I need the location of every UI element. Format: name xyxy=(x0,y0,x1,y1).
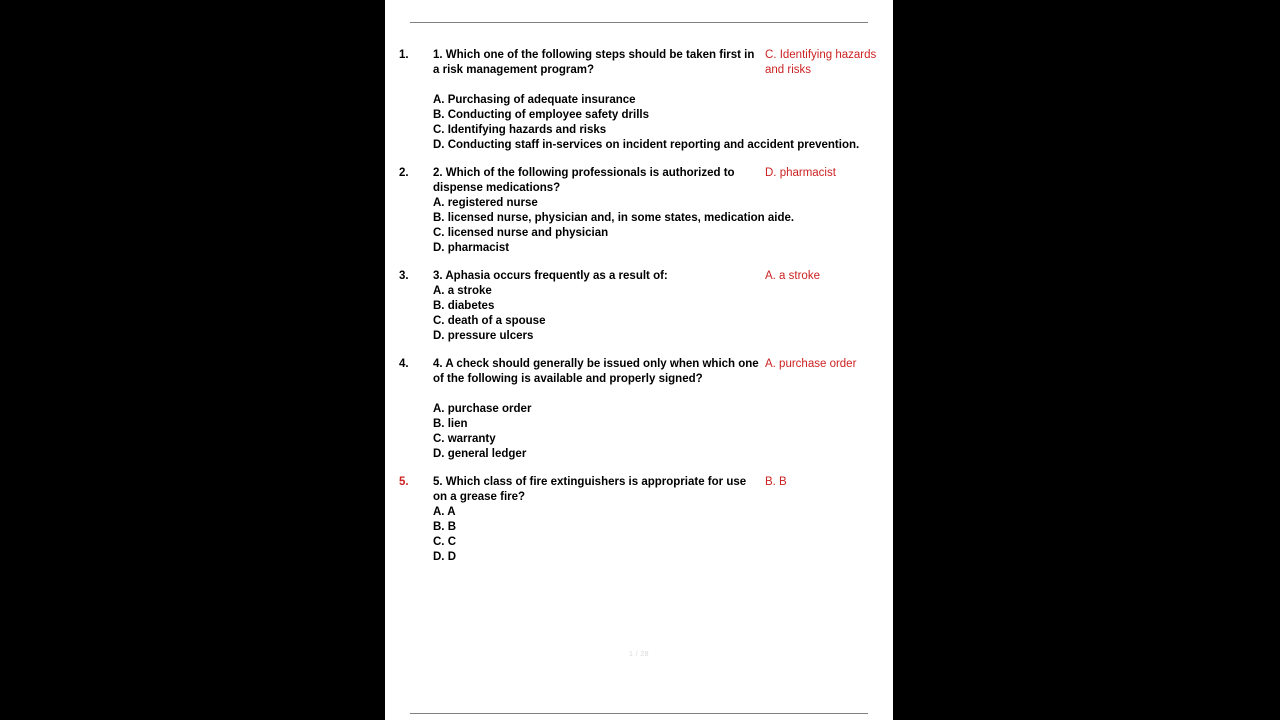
question-number: 4. xyxy=(399,358,409,370)
page-number-footer xyxy=(385,651,893,658)
choice-option[interactable]: B. B xyxy=(433,521,456,533)
stem-choices-spacer xyxy=(433,78,885,93)
question-item xyxy=(385,166,893,256)
answer-key: B. B xyxy=(765,476,787,488)
document-page xyxy=(385,0,893,720)
question-number: 5. xyxy=(399,476,409,488)
header-divider xyxy=(410,22,868,23)
choice-option[interactable]: A. registered nurse xyxy=(433,197,538,209)
choice-option[interactable]: B. lien xyxy=(433,418,468,430)
answer-key: C. Identifying hazards and risks xyxy=(765,49,877,76)
choice-option[interactable]: C. death of a spouse xyxy=(433,315,546,327)
question-number: 3. xyxy=(399,270,409,282)
question-number: 1. xyxy=(399,49,409,61)
choice-option[interactable]: D. general ledger xyxy=(433,448,527,460)
choice-option[interactable]: A. Purchasing of adequate insurance xyxy=(433,94,636,106)
answer-key: A. a stroke xyxy=(765,270,820,282)
question-item xyxy=(385,48,893,153)
choice-list xyxy=(433,93,885,153)
stem-choices-spacer xyxy=(433,387,885,402)
choice-option[interactable]: D. pharmacist xyxy=(433,242,510,254)
choice-list xyxy=(433,196,885,256)
answer-key: D. pharmacist xyxy=(765,167,836,179)
question-stem: 3. Aphasia occurs frequently as a result of: xyxy=(433,270,668,282)
choice-option[interactable]: A. purchase order xyxy=(433,403,532,415)
question-stem: 2. Which of the following professionals is authorized to dispense medications? xyxy=(433,167,738,194)
choice-option[interactable]: D. D xyxy=(433,551,456,563)
question-stem: 4. A check should generally be issued only when which one of the following is available and properly signed? xyxy=(433,358,762,385)
choice-option[interactable]: A. a stroke xyxy=(433,285,492,297)
choice-option[interactable]: B. diabetes xyxy=(433,300,495,312)
choice-option[interactable]: C. warranty xyxy=(433,433,496,445)
footer-divider xyxy=(410,713,868,714)
question-number: 2. xyxy=(399,167,409,179)
question-item xyxy=(385,269,893,344)
answer-key: A. purchase order xyxy=(765,358,857,370)
choice-option[interactable]: C. C xyxy=(433,536,456,548)
page-number-label: 1 / 28 xyxy=(629,651,649,658)
question-item xyxy=(385,475,893,565)
question-item xyxy=(385,357,893,462)
choice-option[interactable]: B. licensed nurse, physician and, in some states, medication aide. xyxy=(433,212,795,224)
choice-option[interactable]: C. Identifying hazards and risks xyxy=(433,124,607,136)
question-stem: 5. Which class of fire extinguishers is appropriate for use on a grease fire? xyxy=(433,476,750,503)
choice-option[interactable]: D. pressure ulcers xyxy=(433,330,534,342)
question-stem: 1. Which one of the following steps should be taken first in a risk management program? xyxy=(433,49,758,76)
choice-option[interactable]: B. Conducting of employee safety drills xyxy=(433,109,649,121)
choice-list xyxy=(433,284,885,344)
choice-option[interactable]: A. A xyxy=(433,506,456,518)
choice-list xyxy=(433,402,885,462)
question-list xyxy=(385,48,893,578)
choice-option[interactable]: C. licensed nurse and physician xyxy=(433,227,609,239)
choice-list xyxy=(433,505,885,565)
choice-option[interactable]: D. Conducting staff in-services on incident reporting and accident prevention. xyxy=(433,139,860,151)
